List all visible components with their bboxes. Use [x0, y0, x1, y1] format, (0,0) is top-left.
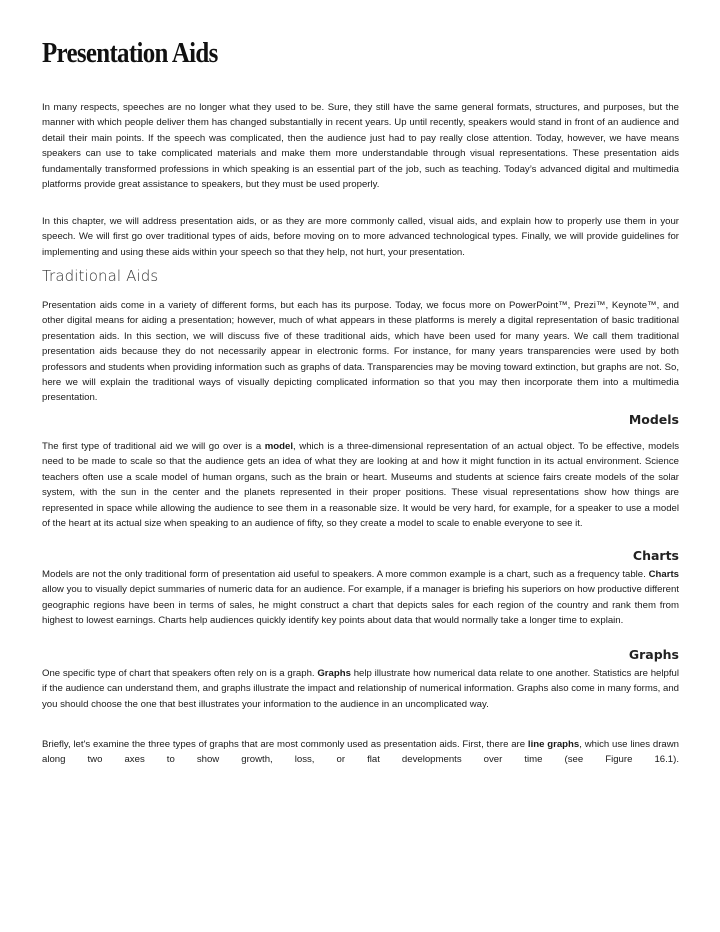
models-text-pre: The first type of traditional aid we will go over is a [42, 441, 265, 452]
intro-paragraph-1: In many respects, speeches are no longer what they used to be. Sure, they still have the same general formats, structures, and purposes, but the manner with which people deliver them has changed substantially in recent years. Up until recently, speakers would stand in front of an audience and detail their main points. If the speech was complicated, then the audience just had to pay really close attention. Today, however, we have means speakers can use to take complicated materials and make them more understandable through visual representations. These presentation aids fundamentally transformed professions in which speaking is an essential part of the job, such as teaching. Today’s advanced digital and multimedia platforms provide great assistance to speakers, but they must be used properly. [42, 102, 679, 191]
graphs-paragraph-1 [42, 666, 679, 712]
subheading-charts: Charts [632, 548, 679, 563]
charts-term: Charts [648, 569, 679, 580]
models-text-post: , which is a three-dimensional representation of an actual object. To be effective, models need to be made to scale so that the audience gets an idea of what they are looking at and how it might function in its actual environment. Science teachers often use a scale model of human organs, such as the brain or heart. Museums and students at science fairs create models of the solar system, with the sun in the center and the planets represented in their proper positions. These visual representations show how things are represented in space while allowing the audience to see them in a reasonable size. It would be very hard, for example, for a speaker to use a model of the heart at its actual size when speaking to an audience of fifty, so they create a model to scale to enable everyone to see it. [42, 441, 679, 530]
graphs-text-post: help illustrate how numerical data relate to one another. Statistics are helpful if the audience can understand them, and graphs illustrate the impact and relationship of numerical information. Graphs also come in many forms, and you should choose the one that best illustrates your information to the audience in an uncomplicated way. [42, 668, 679, 710]
models-term: model [264, 441, 294, 452]
page-title: Presentation Aids [42, 37, 218, 69]
intro-paragraph-2: In this chapter, we will address presentation aids, or as they are more commonly called, visual aids, and explain how to properly use them in your speech. We will first go over traditional types of aids, before moving on to more advanced technological types. Finally, we will provide guidelines for implementing and using these aids within your speech so that they help, not hurt, your presentation. [42, 216, 679, 258]
section-heading-traditional-aids: Traditional Aids [42, 267, 159, 285]
line-graphs-term: line graphs [527, 739, 580, 750]
subheading-models: Models [628, 412, 679, 427]
models-paragraph [42, 439, 679, 531]
traditional-aids-paragraph: Presentation aids come in a variety of different forms, but each has its purpose. Today, we focus more on PowerPoint™, Prezi™, Keynote™, and other digital means for aiding a presentation; however, much of what appears in these platforms is merely a digital representation of basic traditional presentation aids. In this section, we will discuss five of these traditional aids, which have been used for many years. We call them traditional presentation aids because they do not necessarily appear in electronic forms. For instance, for many years transparencies were used by both professors and students when providing information such as graphs of data. Transparencies may be moving toward extinction, but graphs are not. So, here we will explain the traditional ways of visually depicting complicated information so that you may then incorporate them into a multimedia presentation. [42, 300, 679, 404]
graphs-text-pre: One specific type of chart that speakers often rely on is a graph. [42, 668, 318, 679]
line-graphs-text-pre: Briefly, let's examine the three types of graphs that are most commonly used as presentation aids. First, there are [42, 739, 528, 750]
subheading-graphs: Graphs [628, 647, 679, 662]
graphs-term: Graphs [317, 668, 351, 679]
charts-text-pre: Models are not the only traditional form of presentation aid useful to speakers. A more common example is a chart, such as a frequency table. [42, 569, 649, 580]
line-graphs-text-post: , which use lines drawn along two axes to show growth, loss, or flat developments over time (see Figure 16.1). [42, 739, 679, 766]
charts-text-post: allow you to visually depict summaries of numeric data for an audience. For example, if a manager is briefing his superiors on how productive different geographic regions have been in terms of sales, he might construct a chart that depicts sales for each region of the country and rank them from highest to lowest earnings. Charts help audiences quickly identify key points about data that would normally take a longer time to explain. [42, 584, 679, 627]
charts-paragraph [42, 567, 679, 629]
graphs-paragraph-2 [42, 737, 679, 768]
